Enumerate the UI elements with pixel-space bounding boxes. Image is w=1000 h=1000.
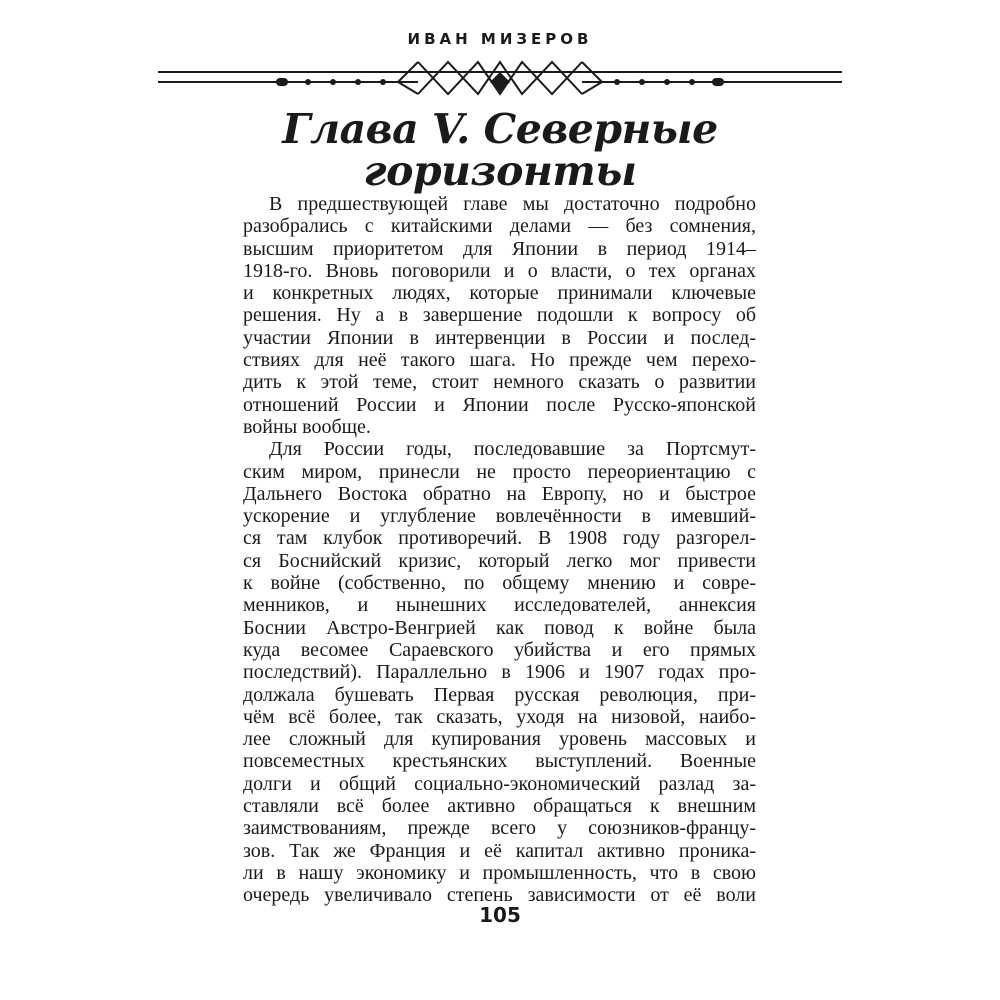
text-line: В предшествующей главе мы достаточно подробно — [269, 193, 756, 215]
text-line: ствиях для неё такого шага. Но прежде чем перехо- — [243, 349, 756, 372]
page-number: 105 — [479, 903, 521, 927]
text-line: повсеместных крестьянских выступлений. Военные — [243, 750, 756, 773]
chapter-ornament-divider — [158, 58, 842, 98]
text-line: ускорение и углубление вовлечённости в имевший- — [243, 505, 756, 528]
text-line: очередь увеличивало степень зависимости от её воли — [243, 884, 756, 907]
text-line: Боснии Австро-Венгрией как повод к войне была — [243, 616, 756, 639]
text-line: ставляли всё более активно обращаться к внешним — [243, 795, 756, 818]
text-line: куда весомее Сараевского убийства и его прямых — [243, 638, 756, 661]
text-line: ся там клубок противоречий. В 1908 году разгорел- — [243, 527, 756, 550]
text-line: высшим приоритетом для Японии в период 1914– — [243, 237, 756, 260]
text-line: долги и общий социально-экономический разлад за- — [243, 772, 756, 795]
text-line: последствий). Параллельно в 1906 и 1907 годах про- — [243, 661, 756, 684]
text-line: Дальнего Востока обратно на Европу, но и быстрое — [243, 482, 756, 505]
text-line: и конкретных людях, которые принимали ключевые — [243, 282, 756, 305]
text-line: войны вообще. — [243, 415, 371, 438]
text-line: чём всё более, так сказать, уходя на низовой, наибо- — [243, 705, 756, 728]
body-text — [243, 193, 756, 907]
text-line: ся Боснийский кризис, который легко мог привести — [243, 549, 756, 572]
chapter-title-line-1: Глава V. Северные — [282, 105, 718, 153]
text-line: 1918-го. Вновь поговорили и о власти, о тех органах — [243, 259, 756, 282]
chapter-title-line-2: горизонты — [363, 147, 637, 195]
text-line: ским миром, принесли не просто переориентацию с — [243, 460, 756, 483]
text-line: менников, и нынешних исследователей, аннексия — [243, 594, 756, 617]
text-line: ли в нашу экономику и промышленность, что в свою — [243, 861, 756, 884]
text-line: участии Японии в интервенции в России и послед- — [243, 326, 756, 349]
text-line: решения. Ну а в завершение подошли к вопросу об — [243, 304, 756, 327]
text-line: к войне (собственно, по общему мнению и совре- — [243, 572, 756, 595]
text-line: отношений России и Японии после Русско-японской — [243, 393, 756, 416]
running-head: ИВАН МИЗЕРОВ — [407, 30, 593, 48]
text-line: должала бушевать Первая русская революция, при- — [243, 683, 756, 706]
paragraph-2 — [243, 438, 756, 906]
paragraph-1 — [243, 193, 756, 438]
chapter-title — [240, 105, 760, 195]
text-line: зов. Так же Франция и её капитал активно проника- — [243, 839, 756, 862]
text-line: дить к этой теме, стоит немного сказать о развитии — [243, 371, 756, 394]
text-line: заимствованиям, прежде всего у союзников-францу- — [243, 817, 756, 840]
text-line: Для России годы, последовавшие за Портсмут- — [269, 438, 756, 461]
text-line: лее сложный для купирования уровень массовых и — [243, 728, 756, 751]
text-line: разобрались с китайскими делами — без сомнения, — [243, 215, 756, 238]
